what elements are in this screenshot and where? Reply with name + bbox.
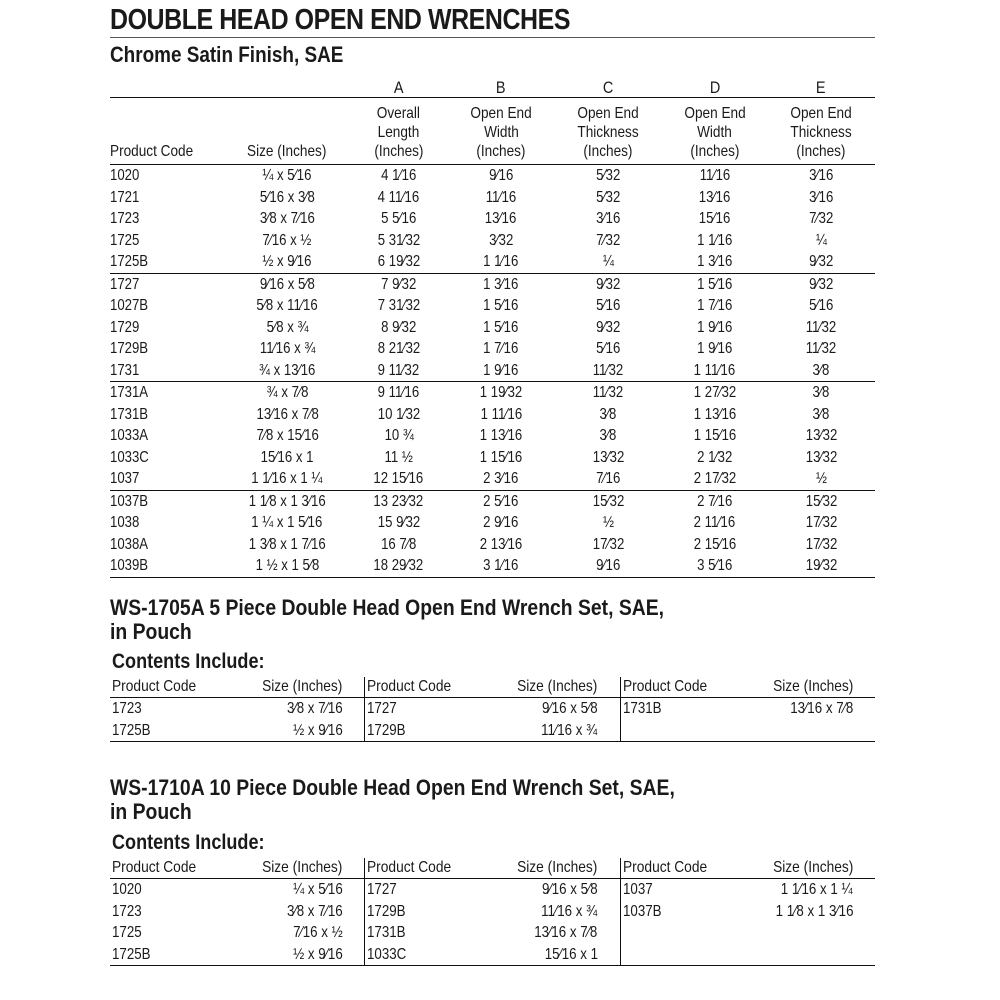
- size-cell: ½ x 9⁄16: [236, 720, 365, 742]
- table-row: [110, 468, 875, 490]
- value-cell: 5⁄8 x 11⁄16: [256, 297, 318, 314]
- value-cell: 9⁄32: [767, 251, 875, 273]
- value-cell: 5⁄16: [809, 297, 834, 314]
- table-row: [110, 922, 875, 944]
- product-code-cell: 1037B: [110, 492, 149, 510]
- value-cell: 11⁄32: [805, 318, 837, 336]
- value-cell: 11 ½: [384, 448, 413, 466]
- product-code-cell: 1723: [110, 210, 140, 227]
- table-row: [110, 944, 875, 966]
- table-row: [110, 490, 875, 512]
- column-header: Product Code: [620, 858, 747, 879]
- set-1705a-contents-table: [110, 677, 875, 742]
- value-cell: 1 15⁄16: [479, 448, 523, 466]
- value-cell: ¼: [815, 231, 827, 249]
- product-code-cell: [620, 922, 747, 944]
- product-code-cell: 1020: [112, 881, 142, 899]
- column-header-row: [110, 858, 875, 879]
- value-cell: 13⁄16 x 7⁄8: [256, 405, 319, 423]
- value-cell: 13 23⁄32: [373, 492, 424, 510]
- set-1705a-contents-label: Contents Include:: [112, 650, 265, 673]
- value-cell: 9 11⁄16: [377, 384, 420, 401]
- value-cell: 1 ¼ x 1 5⁄16: [251, 514, 323, 531]
- column-header: Open End Width (Inches): [448, 98, 555, 165]
- product-code-cell: 1725B: [110, 944, 236, 966]
- product-code-cell: 1037: [110, 468, 224, 490]
- value-cell: 18 29⁄32: [350, 555, 448, 577]
- document-page: [110, 0, 875, 963]
- value-cell: 1 1⁄16: [697, 231, 733, 249]
- value-cell: 17⁄32: [805, 535, 837, 553]
- product-code-cell: 1038A: [110, 535, 149, 553]
- value-cell: 3 1⁄16: [448, 555, 555, 577]
- size-cell: ¼ x 5⁄16: [292, 881, 343, 899]
- dimension-letter-row: [110, 78, 875, 98]
- page-title: DOUBLE HEAD OPEN END WRENCHES: [110, 4, 571, 36]
- value-cell: 3⁄16: [809, 167, 834, 184]
- table-row: [110, 187, 875, 209]
- size-cell: 15⁄16 x 1: [492, 944, 621, 966]
- letter-cell: D: [709, 78, 720, 97]
- value-cell: 3⁄8: [812, 384, 830, 401]
- value-cell: 1 11⁄16: [480, 405, 522, 423]
- value-cell: 1 15⁄16: [693, 427, 736, 444]
- product-code-cell: 1037B: [620, 901, 747, 923]
- value-cell: 2 3⁄16: [448, 468, 555, 490]
- set-1710a-title: WS-1710A 10 Piece Double Head Open End Wrench Set, SAE, in Pouch: [110, 775, 675, 824]
- value-cell: 1 1⁄16 x 1 ¼: [224, 468, 350, 490]
- value-cell: 15 9⁄32: [377, 514, 421, 531]
- value-cell: 13⁄16: [698, 188, 731, 206]
- value-cell: 13⁄32: [592, 448, 625, 466]
- size-cell: 9⁄16 x 5⁄8: [542, 881, 598, 899]
- value-cell: 8 9⁄32: [381, 318, 417, 336]
- column-header: Open End Thickness (Inches): [767, 98, 875, 165]
- product-code-cell: 1731B: [365, 922, 492, 944]
- letter-cell: [224, 78, 350, 98]
- value-cell: 9⁄16: [554, 555, 662, 577]
- value-cell: 9⁄32: [809, 275, 834, 293]
- size-cell: 11⁄16 x ¾: [541, 902, 598, 920]
- value-cell: 8 21⁄32: [377, 340, 421, 357]
- letter-cell: E: [816, 78, 826, 97]
- value-cell: 7⁄16 x ½: [262, 231, 312, 249]
- value-cell: 15⁄16: [698, 210, 731, 227]
- value-cell: 12 15⁄16: [350, 468, 448, 490]
- value-cell: 1 5⁄16: [697, 275, 733, 293]
- value-cell: 15⁄32: [805, 492, 837, 510]
- product-code-cell: 1723: [112, 700, 142, 718]
- product-code-cell: 1731A: [110, 384, 149, 401]
- value-cell: 2 11⁄16: [693, 514, 736, 531]
- value-cell: 3⁄8: [599, 405, 617, 423]
- value-cell: 4 11⁄16: [377, 188, 420, 206]
- value-cell: 9⁄16: [488, 167, 514, 184]
- column-header: Size (Inches): [747, 858, 875, 879]
- set-1710a-contents-label: Contents Include:: [112, 831, 265, 854]
- value-cell: 2 17⁄32: [662, 468, 767, 490]
- value-cell: 1 27⁄32: [693, 384, 736, 401]
- set-1705a-title: WS-1705A 5 Piece Double Head Open End Wrench Set, SAE, in Pouch: [110, 595, 665, 644]
- letter-cell: B: [496, 78, 506, 97]
- table-row: [110, 879, 875, 901]
- value-cell: 5⁄32: [596, 188, 621, 206]
- value-cell: 13⁄32: [805, 427, 837, 444]
- table-row: [110, 425, 875, 447]
- value-cell: ¾ x 7⁄8: [266, 384, 309, 401]
- table-row: [110, 208, 875, 230]
- value-cell: 5⁄32: [596, 167, 621, 184]
- value-cell: 6 19⁄32: [350, 251, 448, 273]
- value-cell: 4 1⁄16: [381, 167, 417, 184]
- value-cell: 1 1⁄16: [448, 251, 555, 273]
- value-cell: 3⁄8 x 7⁄16: [259, 210, 315, 227]
- table-row: [110, 512, 875, 534]
- product-code-cell: 1721: [110, 188, 140, 206]
- size-cell: 3⁄8 x 7⁄16: [286, 902, 343, 920]
- value-cell: 16 7⁄8: [381, 535, 417, 553]
- value-cell: 7⁄8 x 15⁄16: [256, 427, 319, 444]
- value-cell: 2 9⁄16: [483, 514, 519, 531]
- size-cell: ½ x 9⁄16: [236, 944, 365, 966]
- size-cell: [747, 720, 875, 742]
- product-code-cell: 1731B: [620, 698, 747, 720]
- letter-cell: C: [603, 78, 614, 97]
- value-cell: 3 5⁄16: [662, 555, 767, 577]
- value-cell: 7⁄16: [554, 468, 662, 490]
- value-cell: 2 15⁄16: [693, 535, 736, 553]
- product-code-cell: 1027B: [110, 297, 149, 314]
- value-cell: 9⁄32: [596, 318, 621, 336]
- wrench-spec-table: [110, 78, 875, 578]
- value-cell: ½: [602, 514, 614, 531]
- value-cell: ¼ x 5⁄16: [262, 167, 312, 184]
- table-row: [110, 555, 875, 577]
- value-cell: 1 5⁄16: [483, 297, 519, 314]
- value-cell: 7⁄32: [809, 210, 834, 227]
- value-cell: 1 3⁄16: [662, 251, 767, 273]
- column-header: Product Code: [620, 677, 747, 698]
- value-cell: 1 7⁄16: [483, 340, 519, 357]
- size-cell: 9⁄16 x 5⁄8: [542, 700, 598, 718]
- spec-table-body: [110, 165, 875, 578]
- size-cell: [747, 944, 875, 966]
- column-header: Size (Inches): [224, 98, 350, 165]
- value-cell: 3⁄8: [812, 405, 830, 423]
- value-cell: 1 7⁄16: [697, 297, 733, 314]
- value-cell: 11⁄16 x ¾: [259, 340, 315, 357]
- value-cell: 10 1⁄32: [377, 405, 421, 423]
- value-cell: 1 9⁄16: [697, 318, 733, 336]
- column-header-row: [110, 98, 875, 165]
- value-cell: 5⁄16: [596, 297, 621, 314]
- size-cell: 7⁄16 x ½: [292, 924, 343, 942]
- value-cell: 19⁄32: [767, 555, 875, 577]
- product-code-cell: 1729B: [110, 340, 149, 357]
- value-cell: 1 9⁄16: [697, 340, 733, 357]
- value-cell: ¾ x 13⁄16: [224, 360, 350, 382]
- table-row: [110, 534, 875, 556]
- value-cell: 13⁄16: [485, 210, 517, 227]
- table-row: [110, 165, 875, 187]
- value-cell: 2 5⁄16: [483, 492, 519, 510]
- column-header: Product Code: [110, 677, 236, 698]
- product-code-cell: 1729: [110, 318, 140, 336]
- value-cell: 1 ½ x 1 5⁄8: [224, 555, 350, 577]
- product-code-cell: 1037: [620, 879, 747, 901]
- product-code-cell: 1033A: [110, 427, 149, 444]
- product-code-cell: 1727: [365, 879, 492, 901]
- value-cell: 1 13⁄16: [693, 405, 736, 423]
- product-code-cell: 1020: [110, 167, 140, 184]
- value-cell: 1 19⁄32: [479, 384, 523, 401]
- table-row: [110, 382, 875, 404]
- size-cell: 13⁄16 x 7⁄8: [789, 700, 853, 718]
- value-cell: 9 11⁄32: [350, 360, 448, 382]
- value-cell: 15⁄32: [592, 492, 625, 510]
- product-code-cell: [620, 944, 747, 966]
- table-row: [110, 447, 875, 469]
- product-code-cell: 1727: [110, 275, 140, 293]
- value-cell: 2 13⁄16: [479, 535, 523, 553]
- table-row: [110, 230, 875, 252]
- size-cell: 1 1⁄16 x 1 ¼: [781, 881, 853, 899]
- column-header: Open End Thickness (Inches): [554, 98, 662, 165]
- letter-cell: [110, 78, 224, 98]
- product-code-cell: 1731: [110, 360, 224, 382]
- value-cell: 1 3⁄16: [483, 275, 519, 293]
- product-code-cell: 1729B: [365, 901, 492, 923]
- value-cell: 11⁄16: [485, 188, 517, 206]
- column-header: Size (Inches): [492, 677, 621, 698]
- value-cell: 2 7⁄16: [697, 492, 733, 510]
- value-cell: 17⁄32: [805, 514, 837, 531]
- table-row: [110, 295, 875, 317]
- table-row: [110, 251, 875, 273]
- column-header: Product Code: [365, 858, 492, 879]
- column-header: Product Code: [110, 858, 236, 879]
- product-code-cell: 1033C: [110, 448, 149, 466]
- value-cell: 17⁄32: [592, 535, 625, 553]
- column-header: Product Code: [110, 98, 224, 165]
- table-row: [110, 338, 875, 360]
- value-cell: 1 11⁄16: [662, 360, 767, 382]
- value-cell: 13⁄32: [805, 448, 837, 466]
- product-code-cell: [620, 720, 747, 742]
- value-cell: 9⁄16 x 5⁄8: [259, 275, 315, 293]
- value-cell: 3⁄16: [809, 188, 834, 206]
- value-cell: 3⁄8: [767, 360, 875, 382]
- title-divider: [110, 37, 875, 38]
- size-cell: 3⁄8 x 7⁄16: [286, 700, 343, 718]
- value-cell: 15⁄16 x 1: [260, 448, 314, 466]
- product-code-cell: 1725B: [110, 720, 236, 742]
- set-1710a-contents-table: [110, 858, 875, 966]
- product-code-cell: 1038: [110, 514, 140, 531]
- value-cell: 11⁄16: [699, 167, 730, 184]
- value-cell: 11⁄32: [554, 360, 662, 382]
- table-row: [110, 698, 875, 720]
- value-cell: 5⁄8 x ¾: [266, 318, 309, 336]
- value-cell: 5⁄16: [596, 340, 621, 357]
- value-cell: 1 13⁄16: [479, 427, 523, 444]
- product-code-cell: 1723: [112, 902, 142, 920]
- value-cell: 3⁄32: [488, 231, 514, 249]
- value-cell: 10 ¾: [384, 427, 414, 444]
- table-row: [110, 273, 875, 295]
- size-cell: 1 1⁄8 x 1 3⁄16: [775, 902, 853, 920]
- value-cell: 1 1⁄8 x 1 3⁄16: [248, 492, 326, 510]
- value-cell: 7⁄32: [596, 231, 621, 249]
- product-code-cell: 1033C: [365, 944, 492, 966]
- table-row: [110, 360, 875, 382]
- column-header-row: [110, 677, 875, 698]
- value-cell: ½: [767, 468, 875, 490]
- size-cell: 11⁄16 x ¾: [492, 720, 621, 742]
- column-header: Open End Width (Inches): [662, 98, 767, 165]
- column-header: Size (Inches): [492, 858, 621, 879]
- value-cell: ¼: [554, 251, 662, 273]
- value-cell: 2 1⁄32: [697, 448, 733, 466]
- value-cell: 7 9⁄32: [381, 275, 417, 293]
- column-header: Overall Length (Inches): [350, 98, 448, 165]
- product-code-cell: 1729B: [365, 720, 492, 742]
- column-header: Size (Inches): [236, 677, 365, 698]
- page-subtitle: Chrome Satin Finish, SAE: [110, 42, 344, 67]
- value-cell: ½ x 9⁄16: [224, 251, 350, 273]
- table-row: [110, 901, 875, 923]
- value-cell: 5 31⁄32: [377, 231, 421, 249]
- value-cell: 3⁄8: [599, 427, 617, 444]
- value-cell: 9⁄32: [596, 275, 621, 293]
- table-row: [110, 720, 875, 742]
- value-cell: 3⁄16: [596, 210, 621, 227]
- size-cell: 13⁄16 x 7⁄8: [534, 924, 598, 942]
- value-cell: 5⁄16 x 3⁄8: [259, 188, 315, 206]
- value-cell: 5 5⁄16: [381, 210, 417, 227]
- table-row: [110, 404, 875, 426]
- column-header: Size (Inches): [747, 677, 875, 698]
- product-code-cell: 1727: [365, 698, 492, 720]
- product-code-cell: 1725B: [110, 251, 224, 273]
- product-code-cell: 1039B: [110, 555, 224, 577]
- product-code-cell: 1731B: [110, 405, 149, 423]
- column-header: Size (Inches): [236, 858, 365, 879]
- value-cell: 11⁄32: [593, 384, 624, 401]
- value-cell: 1 9⁄16: [448, 360, 555, 382]
- value-cell: 11⁄32: [805, 340, 837, 357]
- size-cell: [747, 922, 875, 944]
- column-header: Product Code: [365, 677, 492, 698]
- table-row: [110, 317, 875, 339]
- value-cell: 7 31⁄32: [377, 297, 421, 314]
- product-code-cell: 1725: [110, 231, 140, 249]
- value-cell: 1 3⁄8 x 1 7⁄16: [248, 535, 326, 553]
- letter-cell: A: [393, 78, 404, 97]
- value-cell: 1 5⁄16: [483, 318, 519, 336]
- product-code-cell: 1725: [112, 924, 142, 942]
